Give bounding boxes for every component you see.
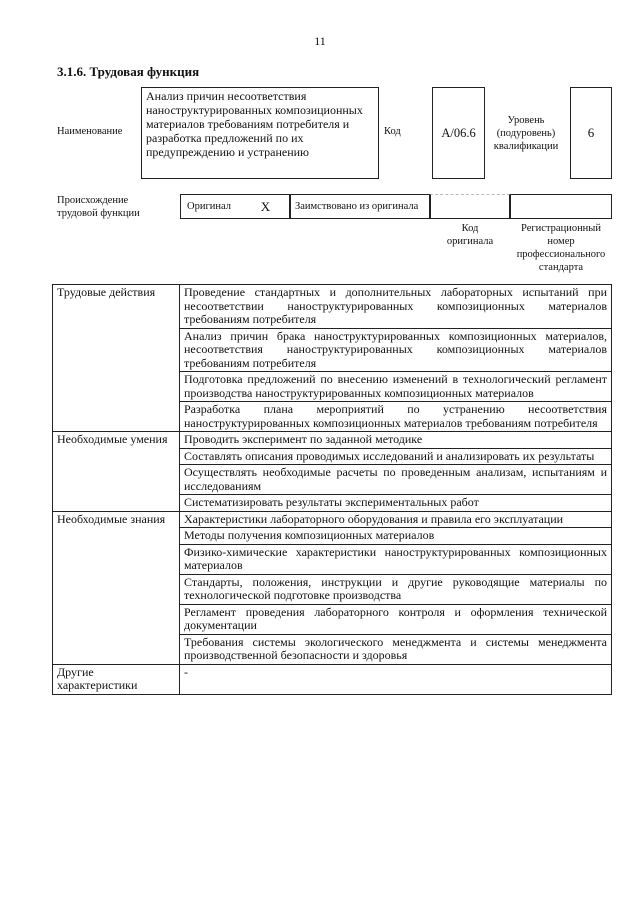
original-mark: X [242, 194, 290, 219]
code-label: Код [384, 126, 401, 137]
section-title-cell [53, 448, 180, 465]
section-title-cell [53, 328, 180, 372]
section-item: Анализ причин брака наноструктурированных композиционных материалов, несоответствия наноструктурированных композиционных материалов требованиям потребителя [180, 328, 612, 372]
section-title-cell: Необходимые умения [53, 432, 180, 449]
reg-number-cell [510, 194, 612, 219]
section-title-cell: Другие характеристики [53, 664, 180, 694]
section-title: 3.1.6. Трудовая функция [57, 64, 200, 79]
section-item: Требования системы экологического менеджмента и системы менеджмента производственной безопасности и здоровья [180, 634, 612, 664]
table-row [53, 328, 612, 372]
borrowed-cell: Заимствовано из оригинала [290, 194, 430, 219]
function-details-table [52, 284, 612, 695]
level-label-line: (подуровень) [496, 128, 556, 139]
section-item: Систематизировать результаты экспериментальных работ [180, 495, 612, 512]
table-row [53, 634, 612, 664]
caption-line: Код [461, 223, 479, 234]
section-item: Осуществлять необходимые расчеты по проведенным анализам, испытаниям и исследованиям [180, 465, 612, 495]
section-item: - [180, 664, 612, 694]
level-label-line: квалификации [493, 141, 559, 152]
section-title-cell [53, 465, 180, 495]
section-item: Физико-химические характеристики наноструктурированных композиционных материалов [180, 544, 612, 574]
origin-row [180, 194, 612, 219]
section-item: Разработка плана мероприятий по устранению несоответствия наноструктурированных композиционных материалов требованиям потребителя [180, 402, 612, 432]
section-item: Составлять описания проводимых исследований и анализировать их результаты [180, 448, 612, 465]
caption-line: стандарта [538, 262, 584, 273]
table-row [53, 528, 612, 545]
section-item: Регламент проведения лабораторного контроля и оформления технической документации [180, 604, 612, 634]
caption-line: оригинала [446, 236, 494, 247]
section-item: Характеристики лабораторного оборудования и правила его эксплуатации [180, 511, 612, 528]
qualification-level-label [491, 114, 561, 153]
section-title-cell: Необходимые знания [53, 511, 180, 528]
function-name-value: Анализ причин несоответствия наноструктурированных композиционных материалов требованиям потребителя и разработка предложений по их предупреждению и устранению [141, 87, 379, 179]
table-row [53, 511, 612, 528]
qualification-level-value: 6 [570, 87, 612, 179]
function-code-value: A/06.6 [432, 87, 485, 179]
section-item: Подготовка предложений по внесению изменений в технологический регламент производства наноструктурированных композиционных материалов [180, 372, 612, 402]
section-title-cell [53, 372, 180, 402]
table-row [53, 285, 612, 329]
origin-label-line: Происхождение [57, 195, 129, 206]
page-number: 11 [314, 34, 326, 48]
section-title-cell [53, 634, 180, 664]
section-item: Проводить эксперимент по заданной методике [180, 432, 612, 449]
section-item: Методы получения композиционных материалов [180, 528, 612, 545]
section-title-cell [53, 402, 180, 432]
section-title-cell: Трудовые действия [53, 285, 180, 329]
table-row [53, 465, 612, 495]
section-title-cell [53, 574, 180, 604]
section-item: Стандарты, положения, инструкции и другие руководящие материалы по технологической подготовке производства [180, 574, 612, 604]
level-label-line: Уровень [507, 115, 545, 126]
reg-number-caption [510, 222, 612, 274]
table-row [53, 544, 612, 574]
caption-line: Регистрационный [521, 223, 601, 234]
section-title-cell [53, 604, 180, 634]
original-cell: Оригинал [180, 194, 242, 219]
origin-label-line: трудовой функции [57, 208, 140, 219]
name-label: Наименование [57, 126, 123, 137]
section-title-cell [53, 544, 180, 574]
code-original-caption [430, 222, 510, 248]
section-title-cell [53, 495, 180, 512]
table-row [53, 372, 612, 402]
table-row [53, 574, 612, 604]
section-item: Проведение стандартных и дополнительных лабораторных испытаний при несоответствии наноструктурированных композиционных материалов требованиям потребителя [180, 285, 612, 329]
table-row [53, 495, 612, 512]
code-original-cell [430, 194, 510, 219]
table-row [53, 402, 612, 432]
table-row [53, 432, 612, 449]
origin-label [57, 194, 140, 220]
section-title-cell [53, 528, 180, 545]
table-row [53, 448, 612, 465]
table-row [53, 664, 612, 694]
caption-line: номер [547, 236, 575, 247]
table-row [53, 604, 612, 634]
caption-line: профессионального [516, 249, 606, 260]
